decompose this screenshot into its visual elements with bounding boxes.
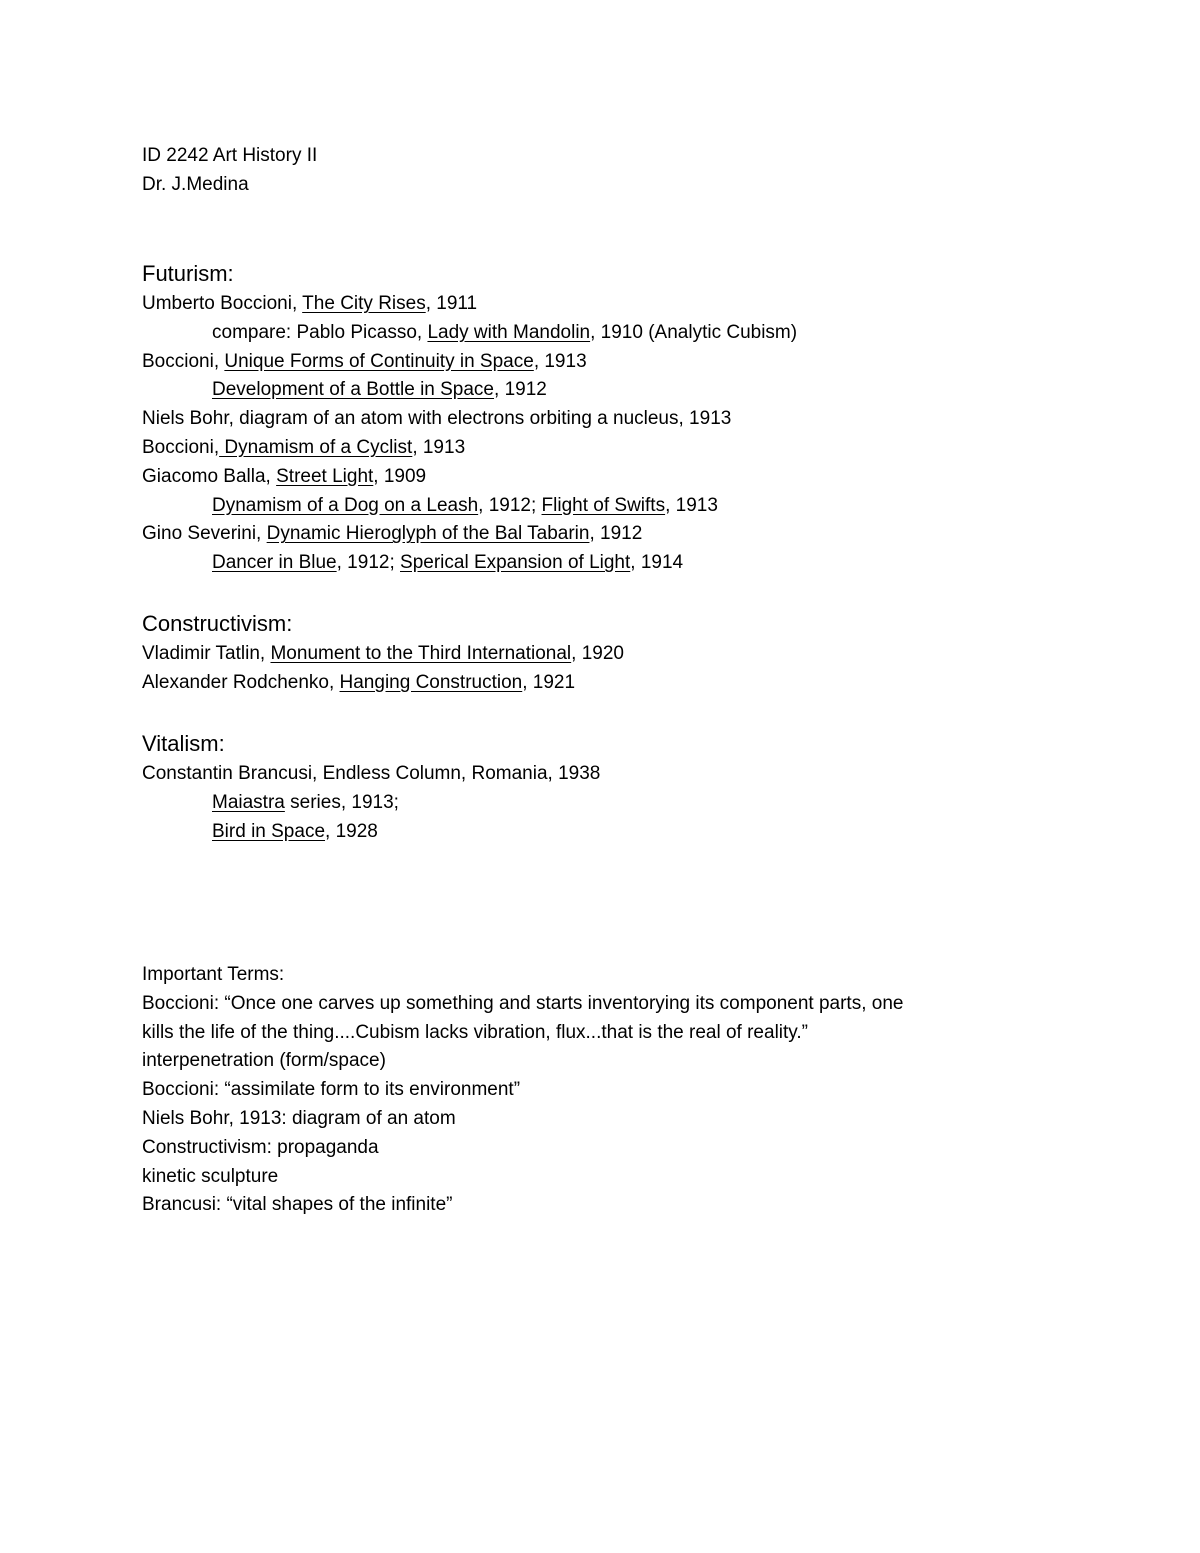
term-line: Niels Bohr, 1913: diagram of an atom [142, 1107, 456, 1129]
term-line: interpenetration (form/space) [142, 1050, 386, 1072]
constructivism-entry [142, 669, 624, 698]
artwork-title: Dynamism of a Dog on a Leash [212, 494, 479, 516]
futurism-entry [142, 463, 797, 492]
entry-text: , 1912 [494, 379, 547, 401]
term-line: kills the life of the thing....Cubism lacks vibration, flux...that is the real of reality.” [142, 1021, 808, 1043]
entry-text: Gino Severini, [142, 523, 267, 545]
vitalism-entry [142, 760, 600, 789]
entry-text: Giacomo Balla, [142, 465, 277, 487]
course-title: ID 2242 Art History II [142, 145, 318, 166]
artwork-title: Street Light [276, 465, 374, 487]
futurism-entry [142, 319, 797, 348]
entry-text: Constantin Brancusi, Endless Column, Romania, 1938 [142, 763, 601, 784]
artwork-title: Dancer in Blue [212, 552, 337, 574]
vitalism-entry [142, 789, 600, 818]
entry-text: , 1921 [522, 671, 576, 693]
term-line: Boccioni: “assimilate form to its environment” [142, 1079, 521, 1101]
terms-list [142, 990, 903, 1220]
entry-text: Alexander Rodchenko, [142, 671, 340, 693]
term-line: kinetic sculpture [142, 1165, 279, 1187]
entry-text: Vladimir Tatlin, [142, 643, 271, 664]
terms-section [142, 961, 903, 1220]
futurism-entry [142, 290, 797, 319]
artwork-title: Lady with Mandolin [427, 321, 591, 343]
artwork-title: Flight of Swifts [541, 494, 666, 516]
artwork-title: Unique Forms of Continuity in Space [224, 350, 534, 372]
artwork-title: Dynamism of a Cyclist [219, 436, 413, 458]
artwork-title: Development of a Bottle in Space [212, 379, 495, 401]
entry-text: Umberto Boccioni, [142, 293, 303, 314]
futurism-heading: Futurism: [142, 261, 234, 286]
artwork-title: Sperical Expansion of Light [400, 552, 631, 574]
entry-text: , 1909 [373, 465, 427, 487]
entry-text: , 1913 [412, 436, 466, 458]
entry-text: , 1911 [425, 293, 478, 314]
futurism-entry [142, 348, 797, 377]
entry-text: , 1928 [325, 820, 378, 842]
terms-heading: Important Terms: [142, 964, 285, 985]
constructivism-section [142, 608, 624, 698]
vitalism-section [142, 728, 600, 846]
futurism-entry [142, 492, 797, 521]
term-line: Boccioni: “Once one carves up something and starts inventorying its component parts, one [142, 992, 904, 1014]
entry-text: , 1912 [589, 523, 643, 545]
artwork-title: Monument to the Third International [270, 643, 572, 664]
entry-text: Boccioni, [142, 350, 225, 372]
vitalism-list [142, 760, 600, 846]
futurism-entry [142, 405, 797, 434]
futurism-list [142, 290, 797, 578]
futurism-section [142, 258, 797, 578]
instructor-name: Dr. J.Medina [142, 173, 249, 195]
document-header [142, 142, 317, 200]
futurism-entry [142, 520, 797, 549]
constructivism-entry [142, 640, 624, 669]
entry-text: series, 1913; [284, 791, 399, 813]
entry-text: , 1913 [533, 350, 587, 372]
entry-text: , 1910 (Analytic Cubism) [590, 321, 798, 343]
term-line: Constructivism: propaganda [142, 1136, 379, 1158]
term-line: Brancusi: “vital shapes of the infinite” [142, 1194, 453, 1216]
constructivism-list [142, 640, 624, 698]
entry-text: Niels Bohr, diagram of an atom with electrons orbiting a nucleus, 1913 [142, 408, 732, 430]
entry-text: , 1914 [630, 552, 684, 574]
entry-text: compare: Pablo Picasso, [212, 321, 428, 343]
artwork-title: Maiastra [212, 791, 285, 813]
futurism-entry [142, 376, 797, 405]
futurism-entry [142, 549, 797, 578]
vitalism-heading: Vitalism: [142, 731, 225, 756]
vitalism-entry [142, 818, 600, 847]
entry-text: , 1912; [336, 552, 401, 574]
entry-text: , 1913 [665, 494, 718, 516]
entry-text: , 1920 [571, 643, 624, 664]
artwork-title: Hanging Construction [339, 671, 523, 693]
artwork-title: The City Rises [302, 293, 426, 314]
futurism-entry [142, 434, 797, 463]
artwork-title: Dynamic Hieroglyph of the Bal Tabarin [266, 523, 590, 545]
entry-text: Boccioni, [142, 436, 220, 458]
entry-text: , 1912; [478, 494, 542, 516]
artwork-title: Bird in Space [212, 820, 326, 842]
constructivism-heading: Constructivism: [142, 611, 293, 636]
